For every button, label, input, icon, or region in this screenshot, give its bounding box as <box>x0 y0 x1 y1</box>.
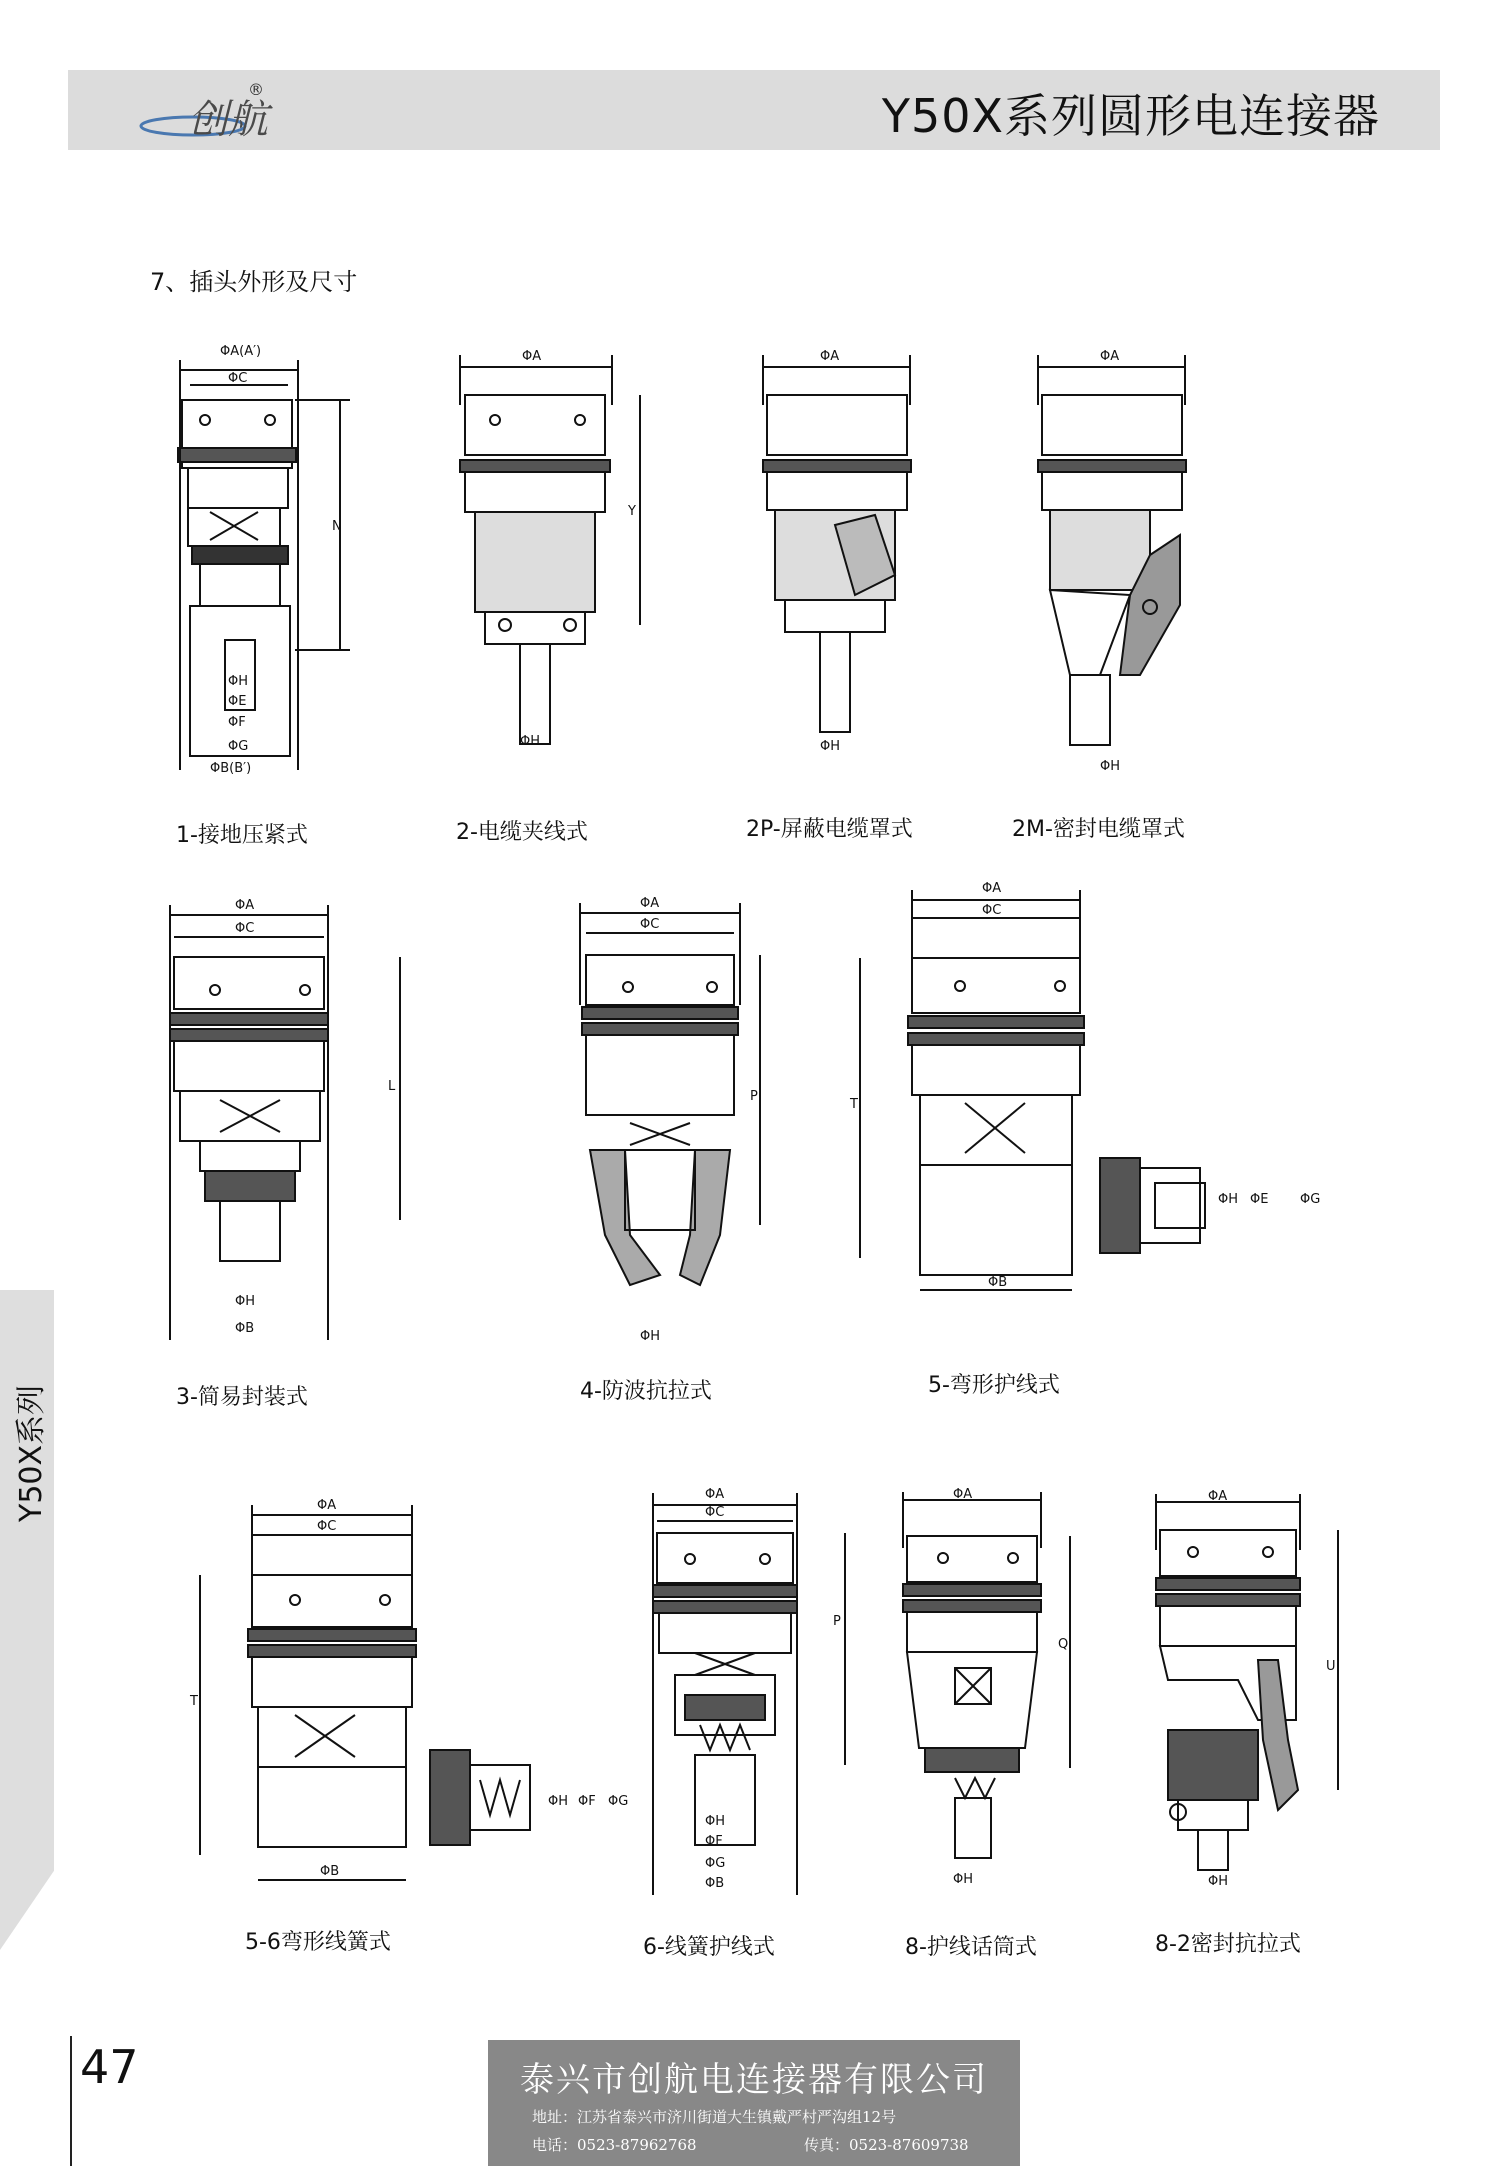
fig56-dim-t: T <box>190 1694 198 1709</box>
fig2m-dim-h: ΦH <box>1100 759 1121 774</box>
series-title: Y50X系列圆形电连接器 <box>881 89 1380 143</box>
fig1-dim-g: ΦG <box>228 739 249 754</box>
fig6-dim-g: ΦG <box>705 1856 726 1871</box>
fig5-dim-h: ΦH <box>1218 1192 1239 1207</box>
fig2-dim-h: ΦH <box>520 734 541 749</box>
fig3-dim-a: ΦA <box>235 898 255 913</box>
fig5-dim-b: ΦB <box>988 1275 1008 1290</box>
figure-5-6-caption: 5-6弯形线簧式 <box>245 1930 391 1955</box>
fig2m-dim-a: ΦA <box>1100 349 1120 364</box>
figure-2p-caption: 2P-屏蔽电缆罩式 <box>746 817 913 842</box>
fig5-dim-t: T <box>850 1097 858 1112</box>
fig1-dim-c: ΦC <box>228 371 248 386</box>
fig8-dim-a: ΦA <box>953 1488 973 1502</box>
figure-5-caption: 5-弯形护线式 <box>928 1373 1060 1398</box>
fig3-dim-c: ΦC <box>235 921 255 936</box>
figure-8-caption: 8-护线话筒式 <box>905 1935 1037 1960</box>
fig6-dim-h: ΦH <box>705 1814 726 1829</box>
figure-8-2-drawing <box>1148 1490 1368 1910</box>
figure-2-caption: 2-电缆夹线式 <box>456 820 588 845</box>
company-footer <box>488 2040 1020 2166</box>
page-number-rule <box>70 2036 72 2166</box>
fig1-dim-n: N <box>332 519 342 534</box>
figure-5-6-drawing <box>180 1495 650 1915</box>
figure-2-drawing <box>450 345 670 765</box>
fig3-dim-l: L <box>388 1079 396 1094</box>
fig3-dim-h: ΦH <box>235 1294 256 1309</box>
figure-2m-caption: 2M-密封电缆罩式 <box>1012 817 1185 842</box>
fig1-dim-f: ΦF <box>228 715 246 730</box>
fig1-dim-e: ΦE <box>228 694 247 709</box>
fig5-dim-g: ΦG <box>1300 1192 1321 1207</box>
footer-phone: 电话：0523-87962768 <box>532 2136 697 2154</box>
side-tab-label <box>6 1482 50 1522</box>
fig56-dim-h: ΦH <box>548 1794 569 1809</box>
company-logo <box>118 78 298 142</box>
fig6-dim-b: ΦB <box>705 1876 725 1891</box>
figure-8-2-caption: 8-2密封抗拉式 <box>1155 1932 1301 1957</box>
figure-4-drawing <box>570 895 770 1345</box>
fig2-dim-a: ΦA <box>522 349 542 364</box>
figure-3-drawing <box>160 895 420 1345</box>
fig82-dim-u: U <box>1326 1659 1336 1674</box>
fig1-dim-h: ΦH <box>228 674 249 689</box>
fig56-dim-b: ΦB <box>320 1864 340 1879</box>
figure-8-drawing <box>895 1488 1105 1908</box>
footer-company-name: 泰兴市创航电连接器有限公司 <box>520 2060 988 2100</box>
fig6-dim-a: ΦA <box>705 1487 725 1502</box>
fig5-dim-c: ΦC <box>982 903 1002 918</box>
fig56-dim-a: ΦA <box>317 1498 337 1513</box>
page-header <box>68 70 1440 150</box>
fig4-dim-p: P <box>750 1089 758 1104</box>
fig4-dim-a: ΦA <box>640 896 660 911</box>
fig2-dim-y: Y <box>628 504 636 519</box>
figure-2p-drawing <box>755 345 935 765</box>
figure-6-caption: 6-线簧护线式 <box>643 1935 775 1960</box>
fig2p-dim-a: ΦA <box>820 349 840 364</box>
section-title: 7、插头外形及尺寸 <box>150 268 358 296</box>
fig1-dim-a: ΦA(A′) <box>220 344 262 359</box>
figure-6-drawing <box>645 1485 865 1915</box>
footer-fax: 传真：0523-87609738 <box>804 2136 969 2154</box>
figure-1-caption: 1-接地压紧式 <box>176 823 308 848</box>
figure-5-drawing <box>840 878 1360 1298</box>
fig2p-dim-h: ΦH <box>820 739 841 754</box>
fig6-dim-p: P <box>833 1614 841 1629</box>
fig8-dim-h: ΦH <box>953 1872 974 1887</box>
fig6-dim-f: ΦF <box>705 1834 723 1849</box>
page-number: 47 <box>80 2040 139 2094</box>
fig56-dim-g: ΦG <box>608 1794 629 1809</box>
footer-address: 地址：江苏省泰兴市济川街道大生镇戴严村严沟组12号 <box>532 2108 897 2126</box>
fig1-dim-b: ΦB(B′) <box>210 761 252 776</box>
figure-1-drawing <box>170 340 370 790</box>
logo-text: 创航 <box>188 97 268 143</box>
fig4-dim-h: ΦH <box>640 1329 661 1344</box>
fig8-dim-q: Q <box>1058 1637 1069 1652</box>
fig56-dim-c: ΦC <box>317 1519 337 1534</box>
registered-mark: ® <box>248 80 264 99</box>
fig6-dim-c: ΦC <box>705 1505 725 1520</box>
fig5-dim-e: ΦE <box>1250 1192 1269 1207</box>
fig3-dim-b: ΦB <box>235 1321 255 1336</box>
fig4-dim-c: ΦC <box>640 917 660 932</box>
figure-3-caption: 3-简易封装式 <box>176 1385 308 1410</box>
fig82-dim-h: ΦH <box>1208 1874 1229 1889</box>
figure-4-caption: 4-防波抗拉式 <box>580 1379 712 1404</box>
figure-2m-drawing <box>1030 345 1210 785</box>
fig56-dim-f: ΦF <box>578 1794 596 1809</box>
fig5-dim-a: ΦA <box>982 881 1002 896</box>
fig82-dim-a: ΦA <box>1208 1490 1228 1504</box>
